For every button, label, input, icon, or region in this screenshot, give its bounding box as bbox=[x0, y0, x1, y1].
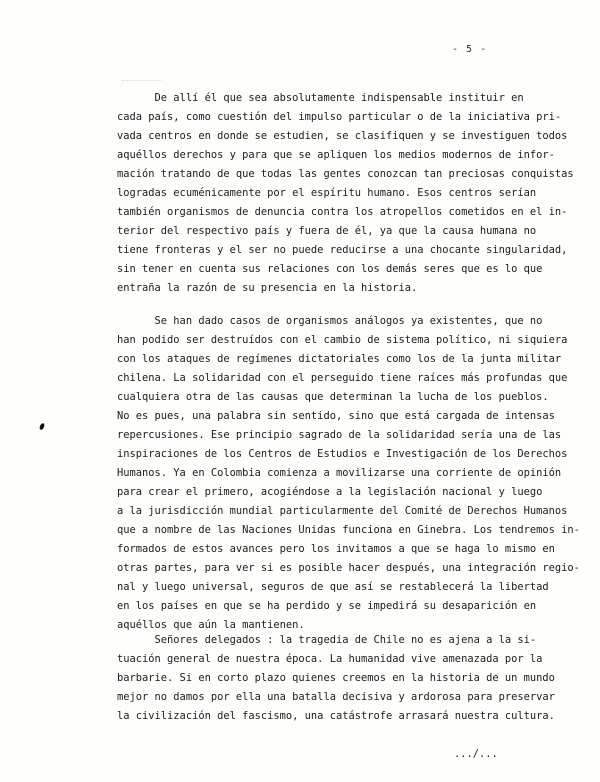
text-line: tuación general de nuestra época. La humanidad vive amenazada por la bbox=[117, 653, 543, 665]
text-line: chilena. La solidaridad con el perseguido tiene raíces más profundas que bbox=[117, 372, 568, 384]
text-line: nal y luego universal, seguros de que así se restablecerá la libertad bbox=[117, 581, 549, 593]
text-line: De allí él que sea absolutamente indispensable instituir en bbox=[117, 92, 524, 104]
text-line: No es pues, una palabra sin sentido, sino que está cargada de intensas bbox=[117, 410, 555, 422]
text-line: aquéllos derechos y para que se apliquen los medios modernos de infor- bbox=[117, 149, 555, 161]
text-line: que a nombre de las Naciones Unidas funciona en Ginebra. Los tendremos in- bbox=[117, 524, 580, 536]
paragraph-3 bbox=[117, 631, 555, 726]
text-line: Humanos. Ya en Colombia comienza a movilizarse una corriente de opinión bbox=[117, 467, 562, 479]
continuation-marker: .../... bbox=[454, 748, 498, 760]
text-line: tiene fronteras y el ser no puede reducirse a una chocante singularidad, bbox=[117, 244, 568, 256]
text-line: repercusiones. Ese principio sagrado de la solidaridad sería una de las bbox=[117, 429, 562, 441]
text-line: formados de estos avances pero los invitamos a que se haga lo mismo en bbox=[117, 543, 555, 555]
text-line: cualquiera otra de las causas que determinan la lucha de los pueblos. bbox=[117, 391, 549, 403]
text-line: aquéllos que aún la mantienen. bbox=[117, 619, 305, 631]
page-number: - 5 - bbox=[452, 44, 488, 55]
paragraph-2 bbox=[117, 312, 580, 635]
text-line: en los países en que se ha perdido y se impedirá su desaparición en bbox=[117, 600, 537, 612]
text-line: con los ataques de regímenes dictatoriales como los de la junta militar bbox=[117, 353, 562, 365]
text-line: sin tener en cuenta sus relaciones con los demás seres que es lo que bbox=[117, 263, 543, 275]
text-line: cada país, como cuestión del impulso particular o de la iniciativa pri- bbox=[117, 111, 562, 123]
text-line: barbarie. Si en corto plazo quienes creemos en la historia de un mundo bbox=[117, 672, 555, 684]
text-line: mejor no damos por ella una batalla decisiva y ardorosa para preservar bbox=[117, 691, 555, 703]
text-line: otras partes, para ver si es posible hacer después, una integración regio- bbox=[117, 562, 580, 574]
text-line: han podido ser destruídos con el cambio de sistema político, ni siquiera bbox=[117, 334, 568, 346]
text-line: Señores delegados : la tragedia de Chile no es ajena a la si- bbox=[117, 634, 537, 646]
text-line: a la jurisdicción mundial particularmente del Comité de Derechos Humanos bbox=[117, 505, 568, 517]
text-line: también organismos de denuncia contra los atropellos cometidos en el in- bbox=[117, 206, 568, 218]
text-line: terior del respectivo país y fuera de él, ya que la causa humana no bbox=[117, 225, 537, 237]
text-line: vada centros en donde se estudien, se clasifiquen y se investiguen todos bbox=[117, 130, 568, 142]
text-line: inspiraciones de los Centros de Estudios e Investigación de los Derechos bbox=[117, 448, 568, 460]
text-line: la civilización del fascismo, una catástrofe arrasará nuestra cultura. bbox=[117, 710, 555, 722]
text-line: para crear el primero, acogiéndose a la legislación nacional y luego bbox=[117, 486, 543, 498]
text-line: logradas ecuménicamente por el espíritu humano. Esos centros serían bbox=[117, 187, 537, 199]
faint-mark bbox=[122, 80, 162, 87]
ink-mark bbox=[39, 422, 46, 430]
text-line: Se han dado casos de organismos análogos ya existentes, que no bbox=[117, 315, 543, 327]
text-line: entraña la razón de su presencia en la historia. bbox=[117, 282, 418, 294]
text-line: mación tratando de que todas las gentes conozcan tan preciosas conquistas bbox=[117, 168, 574, 180]
paragraph-1 bbox=[117, 89, 574, 298]
